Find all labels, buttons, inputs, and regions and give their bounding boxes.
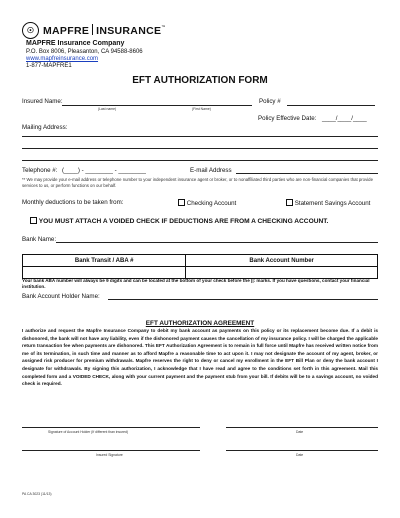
mailing-address-line-1[interactable] — [22, 136, 378, 137]
bank-account-table — [22, 254, 378, 279]
policy-number-label: Policy # — [259, 98, 281, 105]
form-title: EFT AUTHORIZATION FORM — [132, 75, 268, 86]
savings-account-checkbox[interactable] — [286, 199, 293, 206]
insured-signature-caption: Insured Signature — [96, 453, 123, 457]
first-name-hint: (First Name) — [192, 107, 211, 111]
checking-account-option[interactable]: Checking Account — [178, 199, 236, 207]
checking-account-checkbox[interactable] — [178, 199, 185, 206]
mailing-address-line-2[interactable] — [22, 148, 378, 149]
holder-date-line[interactable] — [226, 427, 378, 428]
mailing-address-line-3[interactable] — [22, 160, 378, 161]
policy-effective-date-field[interactable]: ____/____/____ — [322, 115, 367, 122]
voided-check-checkbox[interactable] — [30, 217, 37, 224]
deductions-label: Monthly deductions to be taken from: — [22, 199, 124, 206]
company-phone: 1-877-MAPFRE1 — [26, 63, 72, 70]
savings-account-option[interactable]: Statement Savings Account — [286, 199, 370, 207]
company-address: P.O. Box 8006, Pleasanton, CA 94588-8606 — [26, 49, 143, 55]
account-holder-label: Bank Account Holder Name: — [22, 293, 100, 300]
last-name-hint: (Last name) — [98, 107, 117, 111]
mailing-address-label: Mailing Address: — [22, 124, 68, 131]
agreement-heading: EFT AUTHORIZATION AGREEMENT — [145, 320, 255, 327]
telephone-label: Telephone #: — [22, 167, 58, 174]
insured-date-line[interactable] — [226, 450, 378, 451]
voided-check-notice: YOU MUST ATTACH A VOIDED CHECK IF DEDUCTIONS ARE FROM A CHECKING ACCOUNT. — [30, 217, 328, 225]
form-code: PA CA 3023 (11/13) — [22, 492, 52, 496]
bank-account-header: Bank Account Number — [186, 255, 378, 267]
agreement-text: I authorize and request the Mapfre Insurance Company to debit my bank account as payments on this policy or its replacement become due. If a debit is dishonored, the bank will not have any liability, even if the dishonored payment causes the cancellation of my insurance policy. I will be charged the applicable return transaction fee when payments are dishonored. This EFT Authorization Agreement is to remain in full force until Mapfre has received written notice from me of its termination, in such time and manner as to afford Mapfre a reasonable time to act upon it. I may not designate the account of my agent, broker, or assigned risk producer for premium withdrawals. Mapfre reserves the right to deny or cancel my enrollment in the EFT Bill Plan or deny the bank account I designate for withdrawals. By signing this authorization, I acknowledge that I have read and agree to the conditions set forth in this agreement. Mail this completed form and a VOIDED CHECK, along with your current payment and the payment stub from your bill. If debits will be to a savings account, no voided check is required. — [22, 328, 378, 387]
policy-number-field[interactable] — [287, 105, 375, 106]
email-label: E-mail Address — [190, 167, 232, 174]
bank-name-field[interactable] — [56, 242, 378, 243]
company-website-link[interactable]: www.mapfreinsurance.com — [26, 56, 99, 63]
bank-name-label: Bank Name: — [22, 236, 57, 243]
privacy-note: ** We may provide your e-mail address or telephone number to your independent insurance agent or broker, or to nonaffiliated third parties who are non-financial companies that provide services to us, or perform functions on our behalf. — [22, 177, 373, 189]
insured-name-label: Insured Name: — [22, 98, 63, 105]
bank-transit-input[interactable] — [23, 267, 186, 279]
company-name: MAPFRE Insurance Company — [26, 40, 125, 47]
bank-account-input[interactable] — [186, 267, 378, 279]
policy-effective-date-label: Policy Effective Date: — [258, 115, 317, 122]
company-address-block — [26, 49, 143, 71]
account-holder-field[interactable] — [108, 299, 378, 300]
holder-date-caption: Date — [296, 430, 304, 434]
bank-transit-header: Bank Transit / ABA # — [23, 255, 186, 267]
insured-name-field[interactable] — [62, 105, 252, 106]
brand-wordmark: MAPFRE INSURANCE™ — [43, 24, 166, 37]
insured-date-caption: Date — [296, 453, 304, 457]
company-logo — [22, 22, 166, 39]
aba-note: Your bank ABA number will always be 9 digits and can be located at the bottom of your check before the ||: marks. If you have questions, contact your financial institution. — [22, 278, 370, 289]
email-field[interactable] — [236, 173, 378, 174]
holder-signature-caption: Signature of Account Holder (If different than insured) — [48, 430, 129, 434]
insured-signature-line[interactable] — [22, 450, 200, 451]
telephone-field[interactable]: (____) - ________ - ________ — [62, 167, 146, 174]
eagle-logo-icon: ☉ — [22, 22, 39, 39]
holder-signature-line[interactable] — [22, 427, 200, 428]
